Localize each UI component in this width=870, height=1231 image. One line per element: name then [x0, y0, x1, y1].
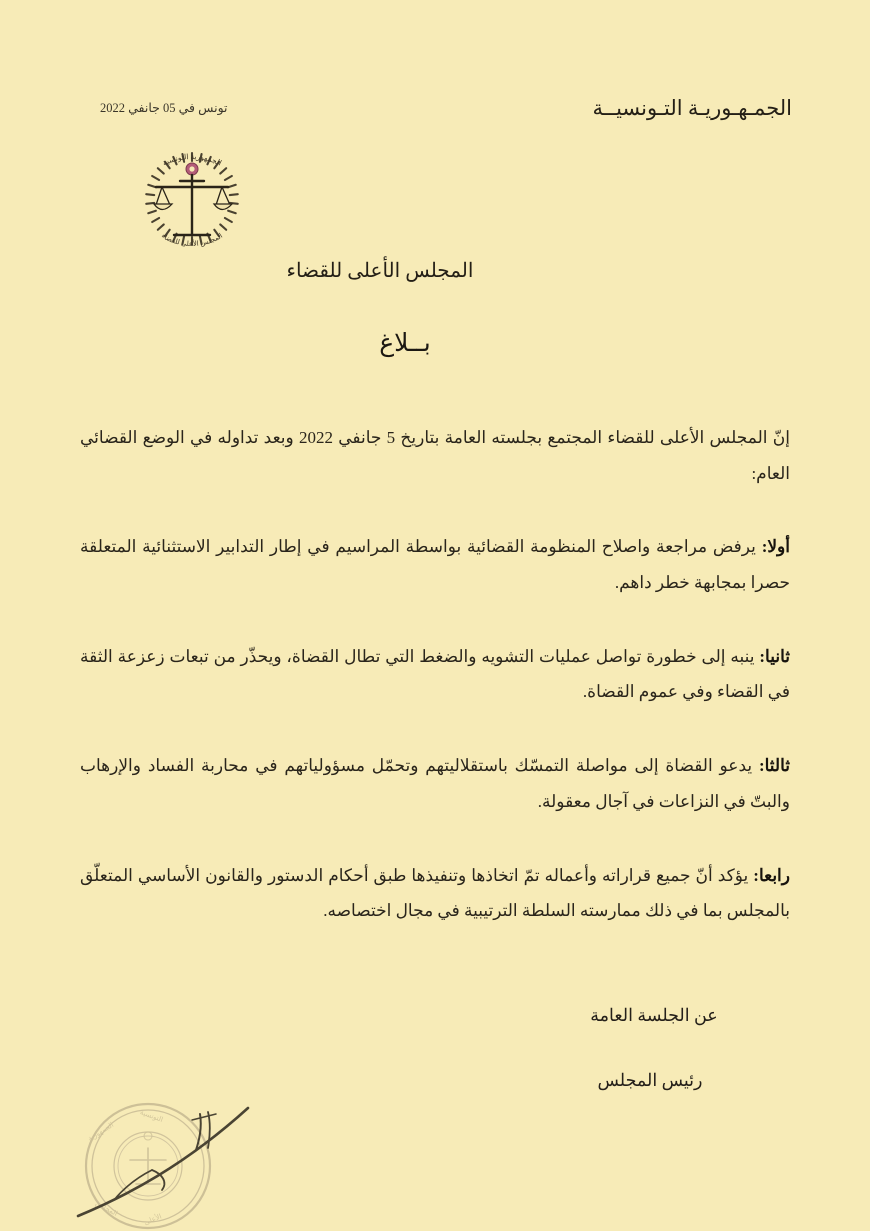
- paragraph-second: [80, 639, 790, 710]
- council-title: المجلس الأعلى للقضاء: [286, 260, 474, 282]
- paragraph-ordinal: أولا:: [761, 537, 790, 557]
- signature-on-behalf-of: عن الجلسة العامة: [590, 1005, 718, 1025]
- paragraph-third: [80, 748, 790, 819]
- paragraph-text: يؤكد أنّ جميع قراراته وأعماله تمّ اتخاذها وتنفيذها طبق أحكام الدستور والقانون الأساسي المتعلّق بالمجلس بما في ذلك ممارسته السلطة الترتيبية في مجال اختصاصه.: [80, 865, 790, 921]
- seal-and-signature-area: [66, 1092, 316, 1231]
- scales-of-justice-emblem: [112, 143, 272, 251]
- paragraph-text: ينبه إلى خطورة تواصل عمليات التشويه والضغط التي تطال القضاة، ويحذّر من تبعات زعزعة الثقة في القضاء وفي عموم القضاة.: [80, 646, 790, 702]
- paragraph-intro: [80, 420, 790, 491]
- paragraph-ordinal: ثانيا:: [759, 646, 790, 666]
- svg-text:التونسية: التونسية: [138, 1108, 165, 1124]
- document-body: [80, 420, 790, 929]
- svg-text:الجمهورية: الجمهورية: [86, 1120, 116, 1143]
- svg-text:المجلس: المجلس: [93, 1199, 119, 1218]
- page-title: بــلاغ: [379, 330, 431, 357]
- date-line: تونس في 05 جانفي 2022: [100, 101, 228, 115]
- svg-text:المجلس الأعلى للقضاء: المجلس الأعلى للقضاء: [160, 231, 224, 249]
- official-round-seal: [86, 1104, 210, 1228]
- signature-block: [0, 1005, 870, 1091]
- paragraph-first: [80, 529, 790, 600]
- paragraph-text: يرفض مراجعة واصلاح المنظومة القضائية بواسطة المراسيم في إطار التدابير الاستثنائية المتعلقة حصرا بمجابهة خطر داهم.: [80, 537, 790, 593]
- signature-role: رئيس المجلس: [597, 1070, 703, 1090]
- svg-text:الجمهورية التونسية: الجمهورية التونسية: [160, 151, 224, 168]
- republic-title: الجمـهـوريـة التـونسيــة: [592, 96, 792, 120]
- paragraph-ordinal: رابعا:: [753, 865, 790, 885]
- svg-text:الأعلى: الأعلى: [142, 1212, 163, 1227]
- paragraph-ordinal: ثالثا:: [758, 756, 790, 776]
- paragraph-fourth: [80, 858, 790, 929]
- paragraph-text: إنّ المجلس الأعلى للقضاء المجتمع بجلسته العامة بتاريخ 5 جانفي 2022 وبعد تداوله في الوضع القضائي العام:: [80, 428, 790, 483]
- handwritten-signature-stroke: [78, 1108, 248, 1216]
- document-header: [0, 96, 870, 136]
- paragraph-text: يدعو القضاة إلى مواصلة التمسّك باستقلاليتهم وتحمّل مسؤولياتهم في محاربة الفساد والإرهاب والبتّ في النزاعات في آجال معقولة.: [80, 756, 790, 811]
